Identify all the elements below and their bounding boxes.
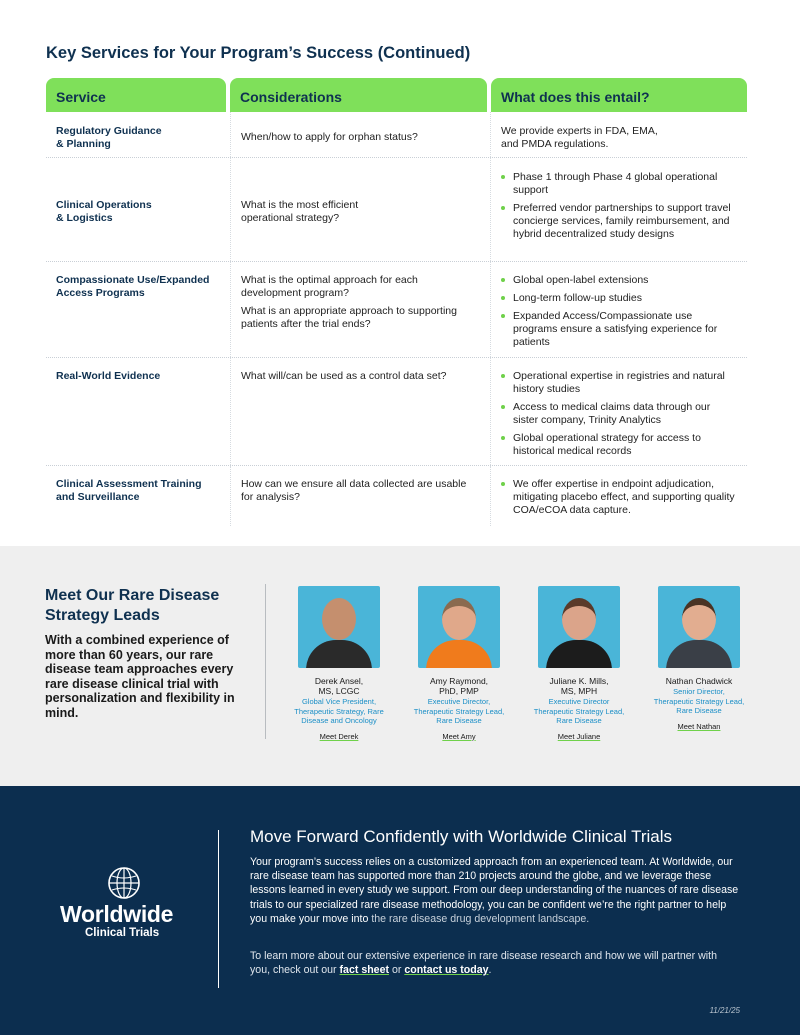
lead-name: Nathan Chadwick	[665, 676, 733, 686]
footer-body-tail: the rare disease drug development landscape.	[371, 912, 590, 925]
considerations-cell	[230, 466, 491, 526]
lead-card	[279, 586, 399, 744]
lead-role: Senior Director, Therapeutic Strategy Lead, Rare Disease	[653, 687, 745, 715]
divider	[218, 830, 219, 988]
divider	[265, 584, 266, 739]
lead-name: Amy Raymond, PhD, PMP	[429, 676, 489, 696]
header-considerations: Considerations	[230, 78, 487, 112]
lead-role: Global Vice President, Therapeutic Strategy, Rare Disease and Oncology	[294, 697, 384, 725]
service-name: Real-World Evidence	[56, 370, 161, 382]
cta-or: or	[391, 964, 402, 977]
table-row	[46, 158, 747, 262]
considerations-cell	[230, 158, 491, 261]
lead-card	[519, 586, 639, 744]
table-row	[46, 262, 747, 358]
list-item: Preferred vendor partnerships to support travel concierge services, family reimbursement, and hybrid decentralized study designs	[501, 202, 737, 241]
lead-photo	[418, 586, 500, 668]
leads-description: With a combined experience of more than 60 years, our rare disease team approaches every rare disease clinical trial with personalization and flexibility in mind.	[45, 633, 235, 720]
footer-body-main: Your program’s success relies on a customized approach from an experienced team. At Worldwide, our rare disease team has supported more than 210 projects around the globe, and we leverage these lessons learned in every study we support. From our deep understanding of the nuances of rare disease trials to our specialized rare disease methodology, you can be confident we’re the right partner to help you make your move into	[250, 856, 739, 925]
considerations-cell	[230, 358, 491, 465]
logo-subtitle: Clinical Trials	[85, 927, 160, 939]
list-item: Phase 1 through Phase 4 global operational support	[501, 171, 737, 197]
lead-name: Juliane K. Mills, MS, MPH	[549, 676, 609, 696]
consideration-text: What is the most efficient operational strategy?	[241, 199, 359, 224]
lead-card	[399, 586, 519, 744]
table-row	[46, 112, 747, 158]
contact-us-link[interactable]: contact us today	[404, 964, 489, 977]
entail-cell	[491, 262, 747, 357]
list-item: Global operational strategy for access to historical medical records	[501, 432, 737, 458]
meet-derek-link[interactable]: Meet Derek	[319, 731, 359, 741]
list-item: Long-term follow-up studies	[501, 292, 737, 305]
footer-cta	[250, 949, 720, 977]
meet-amy-link[interactable]: Meet Amy	[442, 731, 476, 741]
lead-role: Executive Director Therapeutic Strategy Lead, Rare Disease	[533, 697, 625, 725]
lead-photo	[538, 586, 620, 668]
service-name: Clinical Assessment Training and Surveillance	[56, 478, 202, 503]
list-item: We offer expertise in endpoint adjudication, mitigating placebo effect, and supporting quality COA/eCOA data capture.	[501, 478, 737, 517]
service-name: Clinical Operations & Logistics	[56, 199, 152, 224]
list-item: Access to medical claims data through our sister company, Trinity Analytics	[501, 401, 737, 427]
lead-card	[639, 586, 759, 734]
meet-nathan-link[interactable]: Meet Nathan	[677, 721, 721, 731]
service-name: Compassionate Use/Expanded Access Programs	[56, 274, 210, 299]
table-row	[46, 358, 747, 466]
lead-role: Executive Director, Therapeutic Strategy Lead, Rare Disease	[413, 697, 505, 725]
list-item: Expanded Access/Compassionate use programs ensure a satisfying experience for patients	[501, 310, 737, 349]
cta-text: To learn more about our extensive experience in rare disease research and how we will partner with you, check out our	[250, 950, 717, 977]
consideration-text: When/how to apply for orphan status?	[241, 131, 418, 143]
header-entail: What does this entail?	[491, 78, 747, 112]
page-title: Key Services for Your Program’s Success (Continued)	[46, 44, 471, 62]
footer-title: Move Forward Confidently with Worldwide Clinical Trials	[250, 827, 672, 846]
services-table	[46, 78, 747, 526]
table-header	[46, 78, 747, 112]
lead-name: Derek Ansel, MS, LCGC	[314, 676, 364, 696]
entail-cell	[491, 358, 747, 465]
service-name: Regulatory Guidance & Planning	[56, 125, 162, 150]
considerations-cell	[230, 112, 491, 157]
table-row	[46, 466, 747, 526]
footer-body	[250, 855, 740, 926]
entail-text: We provide experts in FDA, EMA, and PMDA regulations.	[501, 125, 658, 150]
header-service: Service	[46, 78, 226, 112]
consideration-text: How can we ensure all data collected are usable for analysis?	[241, 478, 467, 503]
leads-title: Meet Our Rare Disease Strategy Leads	[45, 587, 220, 624]
cta-end: .	[488, 964, 492, 977]
meet-juliane-link[interactable]: Meet Juliane	[557, 731, 601, 741]
globe-logo-icon	[107, 866, 141, 900]
consideration-text: What is the optimal approach for each development program?	[241, 274, 418, 299]
date-stamp: 11/21/25	[709, 1006, 740, 1015]
list-item: Operational expertise in registries and natural history studies	[501, 370, 737, 396]
leads-section	[0, 546, 800, 786]
lead-photo	[298, 586, 380, 668]
lead-photo	[658, 586, 740, 668]
footer	[0, 786, 800, 1035]
consideration-text: What is an appropriate approach to supporting patients after the trial ends?	[241, 305, 457, 330]
fact-sheet-link[interactable]: fact sheet	[339, 964, 389, 977]
consideration-text: What will/can be used as a control data set?	[241, 370, 447, 382]
logo-wordmark: Worldwide	[60, 901, 174, 927]
entail-cell	[491, 466, 747, 526]
considerations-cell	[230, 262, 491, 357]
entail-cell	[491, 158, 747, 261]
list-item: Global open-label extensions	[501, 274, 737, 287]
